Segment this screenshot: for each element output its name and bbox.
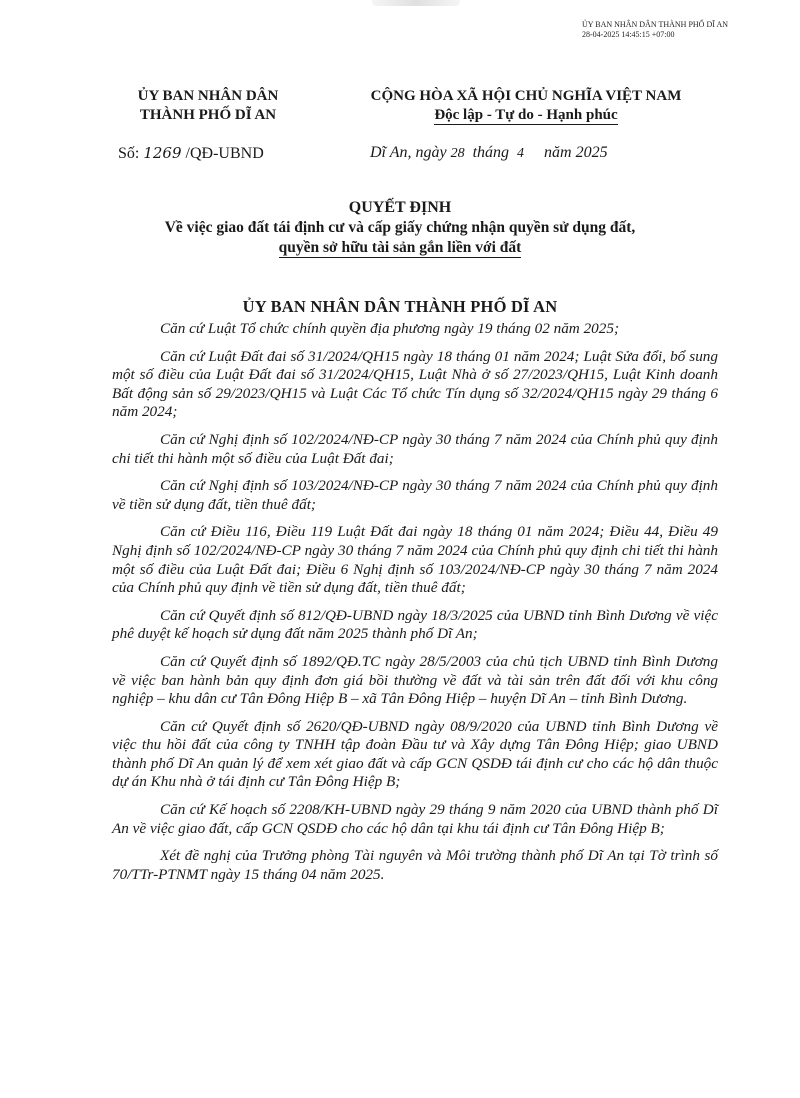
motto-text: Độc lập - Tự do - Hạnh phúc: [434, 107, 618, 123]
national-heading: [326, 87, 726, 125]
legal-basis-paragraph: Căn cứ Nghị định số 102/2024/NĐ-CP ngày 30 tháng 7 năm 2024 của Chính phủ quy định chi tiết thi hành một số điều của Luật Đất đai;: [112, 430, 718, 467]
issuer-heading: ỦY BAN NHÂN DÂN THÀNH PHỐ DĨ AN: [242, 297, 558, 316]
document-number: [118, 144, 264, 163]
agency-line-1: ỦY BAN NHÂN DÂN: [137, 88, 279, 104]
title-block: [0, 198, 800, 258]
year-label: năm 2025: [544, 144, 608, 161]
document-body: [112, 320, 718, 893]
legal-basis-paragraph: Căn cứ Nghị định số 103/2024/NĐ-CP ngày 30 tháng 7 năm 2024 của Chính phủ quy định về tiền sử dụng đất, tiền thuê đất;: [112, 477, 718, 513]
scan-mark: [372, 0, 460, 6]
number-suffix: /QĐ-UBND: [185, 145, 264, 162]
issuing-agency: [118, 87, 298, 125]
nation-motto: [326, 106, 726, 125]
day-handwritten: 28: [450, 146, 465, 161]
number-prefix: Số:: [118, 145, 140, 162]
legal-basis-paragraph: Căn cứ Quyết định số 2620/QĐ-UBND ngày 08/9/2020 của UBND tỉnh Bình Dương về việc thu hồi đất của công ty TNHH tập đoàn Đầu tư và Xây dựng Tân Đông Hiệp; giao UBND thành phố Dĩ An quản lý để xem xét giao đất và cấp GCN QSDĐ tái định cư cho các hộ dân thuộc dự án Khu nhà ở tái định cư Tân Đông Hiệp B;: [112, 717, 718, 791]
digital-signature: [582, 20, 728, 40]
month-handwritten: 4: [517, 146, 525, 161]
nation-name: CỘNG HÒA XÃ HỘI CHỦ NGHĨA VIỆT NAM: [370, 88, 682, 104]
proposal-paragraph: Xét đề nghị của Trưởng phòng Tài nguyên và Môi trường thành phố Dĩ An tại Tờ trình số 70/TTr-PTNMT ngày 15 tháng 04 năm 2025.: [112, 847, 718, 883]
signature-signer: ỦY BAN NHÂN DÂN THÀNH PHỐ DĨ AN: [582, 20, 728, 29]
legal-basis-paragraph: Căn cứ Quyết định số 1892/QĐ.TC ngày 28/5/2003 của chủ tịch UBND tỉnh Bình Dương về việc ban hành bản quy định đơn giá bồi thường về đất và tài sản trên đất đối với khu công nghiệp – khu dân cư Tân Đông Hiệp B – xã Tân Đông Hiệp – huyện Dĩ An – tỉnh Bình Dương.: [112, 652, 718, 708]
place-label: Dĩ An, ngày: [370, 144, 447, 161]
document-title: QUYẾT ĐỊNH: [348, 199, 452, 216]
subject-line-2-wrap: [0, 238, 800, 258]
signature-timestamp: 28-04-2025 14:45:15 +07:00: [582, 30, 675, 39]
legal-basis-paragraph: Căn cứ Luật Đất đai số 31/2024/QH15 ngày 18 tháng 01 năm 2024; Luật Sửa đổi, bổ sung một số điều của Luật Đất đai số 31/2024/QH15, Luật Nhà ở số 27/2023/QH15, Luật Kinh doanh Bất động sản số 29/2023/QH15 và Luật Các Tổ chức Tín dụng số 32/2024/QH15 ngày 29 tháng 6 năm 2024;: [112, 347, 718, 421]
legal-basis-paragraph: Căn cứ Luật Tổ chức chính quyền địa phương ngày 19 tháng 02 năm 2025;: [160, 320, 620, 337]
document-subject: [0, 218, 800, 258]
subject-line-1: Về việc giao đất tái định cư và cấp giấy chứng nhận quyền sử dụng đất,: [164, 219, 636, 236]
month-label: tháng: [472, 144, 510, 161]
legal-basis-paragraph: Căn cứ Quyết định số 812/QĐ-UBND ngày 18/3/2025 của UBND tỉnh Bình Dương về việc phê duyệt kế hoạch sử dụng đất năm 2025 thành phố Dĩ An;: [112, 606, 718, 643]
number-handwritten: 1269: [143, 144, 182, 162]
reference-line: [118, 144, 678, 166]
agency-line-2: THÀNH PHỐ DĨ AN: [139, 107, 277, 123]
legal-basis-paragraph: Căn cứ Điều 116, Điều 119 Luật Đất đai ngày 18 tháng 01 năm 2024; Điều 44, Điều 49 Nghị định số 102/2024/NĐ-CP ngày 30 tháng 7 năm 2024 của Chính phủ quy định chi tiết thi hành một số điều của Luật Đất đai; Điều 6 Nghị định số 103/2024/NĐ-CP ngày 30 tháng 7 năm 2024 của Chính phủ quy định về tiền sử dụng đất, tiền thuê đất;: [112, 523, 718, 597]
legal-basis-paragraph: Căn cứ Kế hoạch số 2208/KH-UBND ngày 29 tháng 9 năm 2020 của UBND thành phố Dĩ An về việc giao đất, cấp GCN QSDĐ cho các hộ dân tại khu tái định cư Tân Đông Hiệp B;: [112, 801, 718, 837]
place-date: [370, 144, 608, 162]
subject-line-2: quyền sở hữu tài sản gắn liền với đất: [278, 239, 522, 256]
